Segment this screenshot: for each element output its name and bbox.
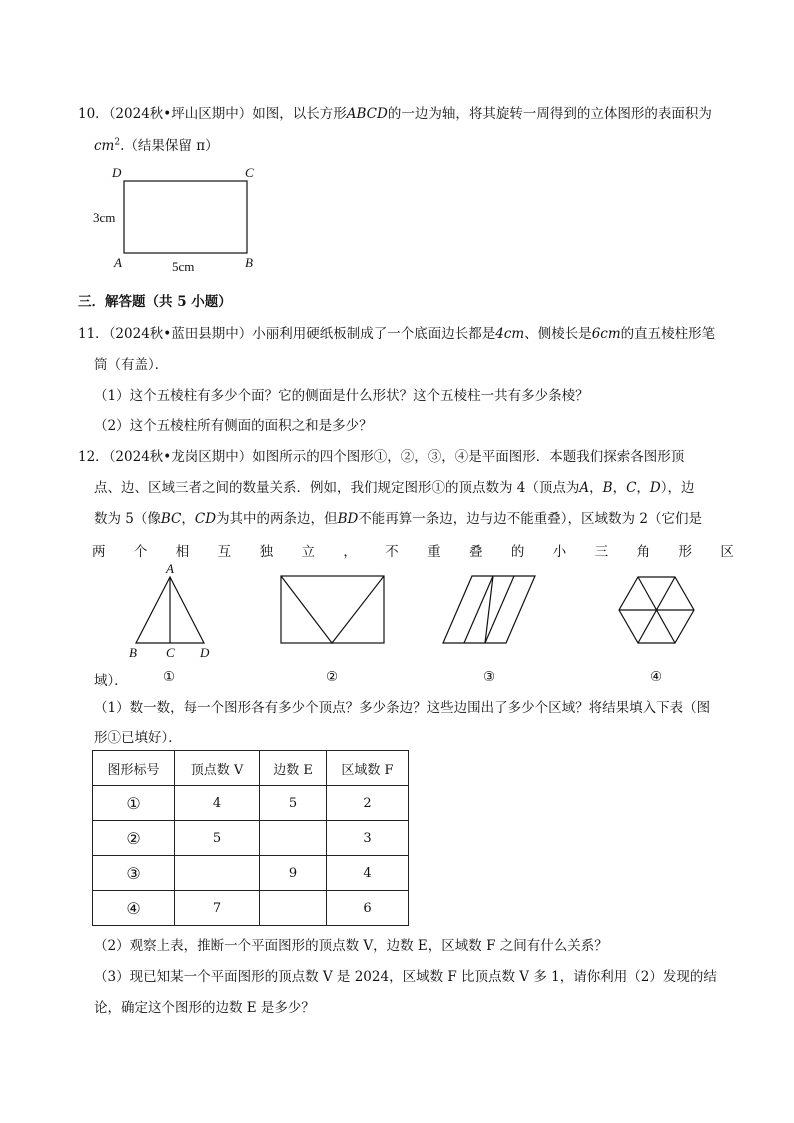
figure-3-parallelogram bbox=[443, 576, 535, 643]
q12-vertex-b: B bbox=[602, 480, 613, 496]
vertex-edge-region-table bbox=[92, 750, 409, 926]
table-cell-blank[interactable] bbox=[260, 821, 327, 856]
q11-edge-length: 6cm bbox=[591, 326, 621, 342]
table-row bbox=[93, 891, 409, 926]
table-cell: 9 bbox=[260, 856, 327, 891]
q10-unit-sup: 2 bbox=[114, 137, 121, 148]
table-cell: 3 bbox=[327, 821, 409, 856]
q10-tail: .（结果保留 π） bbox=[120, 138, 219, 154]
fig1-label-c: C bbox=[166, 645, 175, 660]
q11-text2: 、侧棱长是 bbox=[524, 326, 592, 342]
table-cell-blank[interactable] bbox=[175, 856, 260, 891]
q12-sub2: （2）观察上表，推断一个平面图形的顶点数 V，边数 E，区域数 F 之间有什么关系？ bbox=[94, 938, 608, 954]
spread-char: 小 bbox=[552, 544, 567, 560]
q12-line2c: ），边 bbox=[660, 480, 695, 496]
q12-sub1-line2: 形①已填好）． bbox=[94, 730, 182, 746]
table-cell: 4 bbox=[327, 856, 409, 891]
q12-sub3-line2: 论，确定这个图形的边数 E 是多少？ bbox=[94, 1000, 315, 1016]
fig-number-4: ④ bbox=[650, 669, 663, 685]
spread-char: 相 bbox=[175, 544, 190, 560]
spread-char: 不 bbox=[385, 544, 399, 560]
q12-edge-bc: BC bbox=[160, 511, 182, 527]
q12-line2a: 点、边、区域三者之间的数量关系．例如，我们规定图形①的顶点数为 4（顶点为 bbox=[94, 480, 580, 496]
spread-char: 重 bbox=[427, 544, 441, 560]
q10-unit: cm bbox=[94, 138, 115, 154]
spread-char: 个 bbox=[133, 544, 148, 560]
q11-sub1: （1）这个五棱柱有多少个面？它的侧面是什么形状？这个五棱柱一共有多少条棱？ bbox=[94, 388, 589, 404]
q11-line2: 筒（有盖）． bbox=[94, 357, 169, 373]
q11-text3: 的直五棱柱形笔 bbox=[620, 326, 716, 342]
q10-text: 如图，以长方形 bbox=[252, 106, 347, 122]
q12-vertex-a: A bbox=[579, 480, 590, 496]
fig-number-3: ③ bbox=[483, 669, 496, 685]
spread-char: 的 bbox=[510, 544, 525, 560]
q12-vertex-c: C bbox=[626, 480, 637, 496]
header-regions: 区域数 F bbox=[327, 751, 409, 786]
q12-edge-bd: BD bbox=[337, 511, 359, 527]
spread-char: 独 bbox=[259, 544, 274, 560]
q12-sub1-line1: （1）数一数，每一个图形各有多少个顶点？多少条边？这些边围出了多少个区域？将结果填入下表（图 bbox=[94, 700, 711, 716]
fig-number-1: ① bbox=[163, 669, 176, 685]
table-row bbox=[93, 856, 409, 891]
header-vertices: 顶点数 V bbox=[175, 751, 260, 786]
table-cell: 7 bbox=[175, 891, 260, 926]
spread-char: ， bbox=[343, 544, 357, 560]
q12-line1-text: 如图所示的四个图形①，②，③，④是平面图形．本题我们探索各图形顶 bbox=[252, 449, 685, 465]
table-cell: ② bbox=[93, 821, 175, 856]
header-figure: 图形标号 bbox=[93, 751, 175, 786]
label-b: B bbox=[245, 255, 253, 270]
figure-4-hexagon bbox=[619, 577, 694, 643]
table-cell-blank[interactable] bbox=[260, 891, 327, 926]
table-cell: 5 bbox=[260, 786, 327, 821]
spread-char: 立 bbox=[301, 544, 315, 560]
q10-rect-name: ABCD bbox=[346, 106, 388, 122]
q10-number: 10． bbox=[78, 106, 109, 122]
label-d: D bbox=[112, 165, 122, 180]
q11-source: （2024秋•蓝田县期中） bbox=[108, 326, 253, 342]
q12-line3c: 不能再算一条边，边与边不能重叠），区域数为 2（它们是 bbox=[358, 511, 702, 527]
q12-vertex-d: D bbox=[649, 480, 661, 496]
q12-comma3: ， bbox=[636, 480, 650, 496]
label-width: 5cm bbox=[172, 259, 195, 274]
table-cell: 4 bbox=[175, 786, 260, 821]
table-row bbox=[93, 821, 409, 856]
figure-1-triangle bbox=[136, 577, 204, 643]
section-title: 三．解答题（共 5 小题） bbox=[78, 294, 232, 310]
spread-char: 叠 bbox=[469, 544, 483, 560]
q12-line3a: 数为 5（像 bbox=[94, 511, 161, 527]
q12-sub3-line1: （3）现已知某一个平面图形的顶点数 V 是 2024，区域数 F 比顶点数 V 多 1，请你利用（2）发现的结 bbox=[94, 969, 717, 985]
spread-char: 三 bbox=[594, 544, 609, 560]
table-cell: 6 bbox=[327, 891, 409, 926]
spread-char: 两 bbox=[92, 544, 106, 560]
q12-comma4: ， bbox=[181, 511, 195, 527]
table-cell: ① bbox=[93, 786, 175, 821]
label-c: C bbox=[245, 165, 254, 180]
fig1-label-b: B bbox=[129, 645, 137, 660]
table-row bbox=[93, 786, 409, 821]
fig1-label-a: A bbox=[166, 561, 174, 576]
table-cell: 2 bbox=[327, 786, 409, 821]
q12-comma2: ， bbox=[612, 480, 627, 496]
spread-char: 区 bbox=[720, 544, 734, 560]
figure-2-rectangle bbox=[281, 576, 384, 643]
q11-text1: 小丽利用硬纸板制成了一个底面边长都是 bbox=[252, 326, 496, 342]
table-cell: 5 bbox=[175, 821, 260, 856]
q11-number: 11． bbox=[78, 326, 109, 342]
spread-char: 形 bbox=[678, 544, 692, 560]
spread-char: 互 bbox=[217, 544, 232, 560]
table-cell: ④ bbox=[93, 891, 175, 926]
label-a: A bbox=[114, 255, 122, 270]
header-edges: 边数 E bbox=[260, 751, 327, 786]
q12-edge-cd: CD bbox=[194, 511, 217, 527]
label-height: 3cm bbox=[93, 210, 116, 225]
q11-base-length: 4cm bbox=[495, 326, 525, 342]
q12-number: 12． bbox=[78, 449, 109, 465]
fig1-label-d: D bbox=[200, 645, 210, 660]
q12-comma1: ， bbox=[589, 480, 603, 496]
q12-line5: 域）． bbox=[94, 673, 128, 689]
q12-line3b: 为其中的两条边，但 bbox=[216, 511, 338, 527]
q12-source: （2024秋•龙岗区期中） bbox=[108, 449, 253, 465]
spread-char: 角 bbox=[636, 544, 651, 560]
q10-text2: 的一边为轴，将其旋转一周得到的立体图形的表面积为 bbox=[387, 106, 712, 122]
q10-source: （2024秋•坪山区期中） bbox=[108, 106, 253, 122]
table-header-row bbox=[93, 751, 409, 786]
table-cell: ③ bbox=[93, 856, 175, 891]
q11-sub2: （2）这个五棱柱所有侧面的面积之和是多少？ bbox=[94, 418, 373, 434]
fig-number-2: ② bbox=[326, 669, 339, 685]
